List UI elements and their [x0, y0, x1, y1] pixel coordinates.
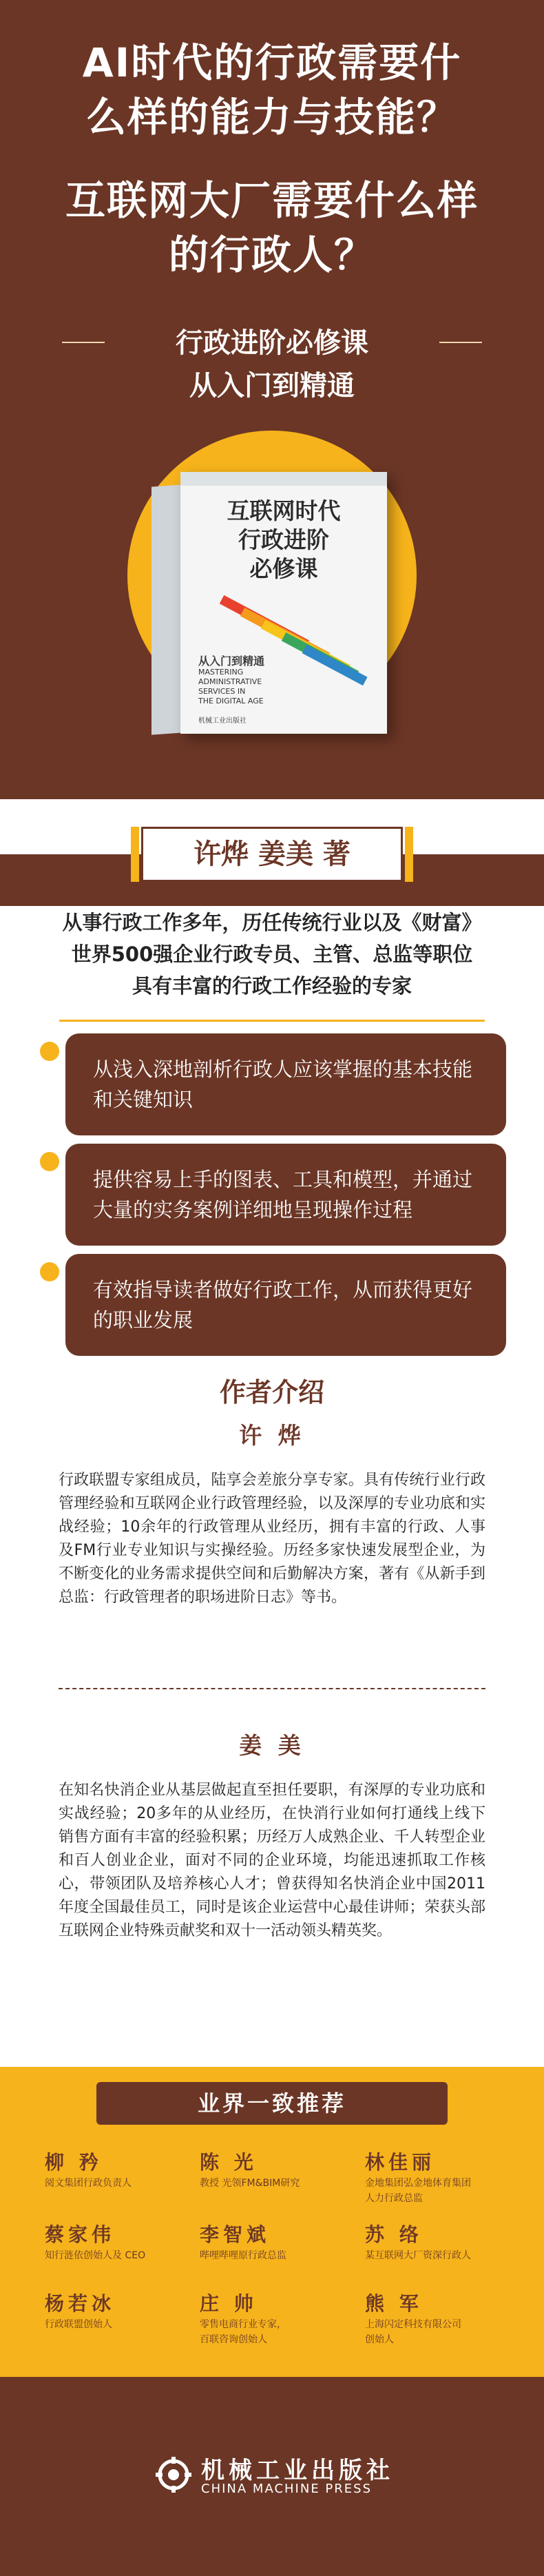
recommender-4-name: 蔡家伟: [45, 2223, 116, 2246]
recommender-3-desc-1: 金地集团弘金地体育集团: [365, 2178, 471, 2189]
feature-text-3: 有效指导读者做好行政工作，从而获得更好的职业发展: [93, 1278, 473, 1332]
recommender-8-desc-2: 百联咨询创始人: [200, 2334, 267, 2345]
book-top-bar: [180, 472, 387, 486]
recommender-6-name: 苏 络: [365, 2223, 423, 2246]
publisher-name-en: CHINA MACHINE PRESS: [201, 2482, 372, 2496]
recommender-4: [45, 2222, 196, 2263]
recommendations-title: 业界一致推荐: [197, 2090, 346, 2116]
hero-subtitle-line-1: 行政进阶必修课: [176, 327, 368, 359]
recommender-3-name: 林佳丽: [365, 2151, 436, 2174]
recommender-7: [45, 2291, 196, 2332]
feature-text-2: 提供容易上手的图表、工具和模型，并通过大量的实务案例详细地呈现操作过程: [93, 1168, 473, 1222]
recommender-9-name: 熊 军: [365, 2292, 423, 2315]
author-2-name: 姜 美: [239, 1732, 305, 1759]
book-cover: [180, 472, 387, 734]
recommender-2-desc-1: 教授 光领FM&BIM研究: [200, 2178, 300, 2189]
book-spine: [151, 484, 183, 734]
feature-card-1: [65, 1033, 506, 1135]
recommender-2: [200, 2150, 351, 2191]
hero-title-line-3: 互联网大厂需要什么样: [65, 177, 479, 224]
recommender-7-desc-1: 行政联盟创始人: [45, 2319, 112, 2330]
intro-line-1: 从事行政工作多年，历任传统行业以及《财富》: [62, 911, 482, 934]
hero-title-line-4: 的行政人？: [168, 231, 375, 278]
recommender-5-name: 李智斌: [200, 2223, 271, 2246]
publisher-gear-icon: [154, 2455, 193, 2494]
author-2-bio: 在知名快消企业从基层做起直至担任要职，有深厚的专业功底和实战经验；20多年的从业经历，在快消行业如何打通线上线下销售方面有丰富的经验积累；历经万人成熟企业、千人转型企业和百人创业企业，面对不同的企业环境，均能迅速抓取工作核心，带领团队及培养核心人才；曾获得知名快消企业中国2011年度全国最佳员工，同时是该企业运营中心最佳讲师；荣获头部互联网企业特殊贡献奖和双十一活动领头精英奖。: [59, 1782, 485, 1939]
intro-line-2: 世界500强企业行政专员、主管、总监等职位: [71, 942, 473, 966]
feature-card-2: [65, 1144, 506, 1246]
author-1-bio: 行政联盟专家组成员，陆享会差旅分享专家。具有传统行业行政管理经验和互联网企业行政管理经验，以及深厚的专业功底和实战经验；10余年的行政管理从业经历，拥有丰富的行政、人事及FM行业专业知识与实操经验。历经多家快速发展型企业，为不断变化的业务需求提供空间和后勤解决方案，著有《从新手到总监：行政管理者的职场进阶日志》等书。: [59, 1472, 485, 1606]
book-subtitle-en-3: SERVICES IN: [198, 687, 246, 696]
recommender-7-name: 杨若冰: [45, 2292, 116, 2315]
recommender-5: [200, 2222, 351, 2263]
recommender-5-desc-1: 哔哩哔哩原行政总监: [200, 2250, 286, 2261]
feature-card-3: [65, 1254, 506, 1356]
author-1-name: 许 烨: [239, 1422, 305, 1449]
recommendations-section: [0, 2067, 544, 2377]
hero-section: [0, 0, 544, 799]
recommender-3-desc-2: 人力行政总监: [365, 2193, 423, 2204]
book-subtitle-en-4: THE DIGITAL AGE: [198, 697, 264, 705]
author-bar: [0, 799, 544, 909]
author-section-title: 作者介绍: [219, 1377, 324, 1408]
recommender-1-desc-1: 阅文集团行政负责人: [45, 2178, 132, 2189]
feature-bullet-1: [40, 1042, 59, 1061]
recommender-1: [45, 2150, 196, 2191]
book-title-line-1: 互联网时代: [227, 497, 341, 524]
feature-text-1: 从浅入深地剖析行政人应该掌握的基本技能和关键知识: [93, 1058, 473, 1111]
recommender-9-desc-2: 创始人: [365, 2334, 394, 2345]
recommender-8-name: 庄 帅: [200, 2292, 258, 2315]
book-subtitle-en-1: MASTERING: [198, 668, 244, 677]
book-subtitle-cn: 从入门到精通: [198, 655, 265, 668]
book-publisher: 机械工业出版社: [198, 717, 247, 725]
intro-line-3: 具有丰富的行政工作经验的专家: [132, 974, 412, 998]
authors-label: 许烨 姜美 著: [141, 827, 403, 882]
book-arrow-blue: [302, 645, 368, 686]
author-divider: [59, 1688, 485, 1689]
hero-title-line-1: AI时代的行政需要什: [82, 39, 462, 86]
hero-subtitle-line-2: 从入门到精通: [189, 369, 355, 402]
book-title-line-2: 行政进阶: [238, 526, 329, 553]
feature-bullet-3: [40, 1262, 59, 1281]
recommender-6: [365, 2222, 516, 2263]
book-subtitle-en-2: ADMINISTRATIVE: [198, 677, 262, 686]
publisher-name-cn: 机械工业出版社: [201, 2457, 394, 2484]
recommender-8: [200, 2291, 351, 2347]
gold-divider-top: [59, 1020, 485, 1022]
recommender-2-name: 陈 光: [200, 2151, 258, 2174]
feature-bullet-2: [40, 1152, 59, 1171]
recommender-8-desc-1: 零售电商行业专家，: [200, 2319, 286, 2330]
recommender-3: [365, 2150, 516, 2206]
recommender-6-desc-1: 某互联网大厂资深行政人: [365, 2250, 471, 2261]
recommender-9-desc-1: 上海闪定科技有限公司: [365, 2319, 461, 2330]
recommender-9: [365, 2291, 516, 2347]
recommender-1-name: 柳 矜: [45, 2151, 103, 2174]
footer: [0, 2377, 544, 2576]
recommender-4-desc-1: 知行涟依创始人及 CEO: [45, 2250, 146, 2261]
hero-title-line-2: 么样的能力与技能？: [85, 94, 458, 141]
book-title-line-3: 必修课: [249, 555, 318, 582]
